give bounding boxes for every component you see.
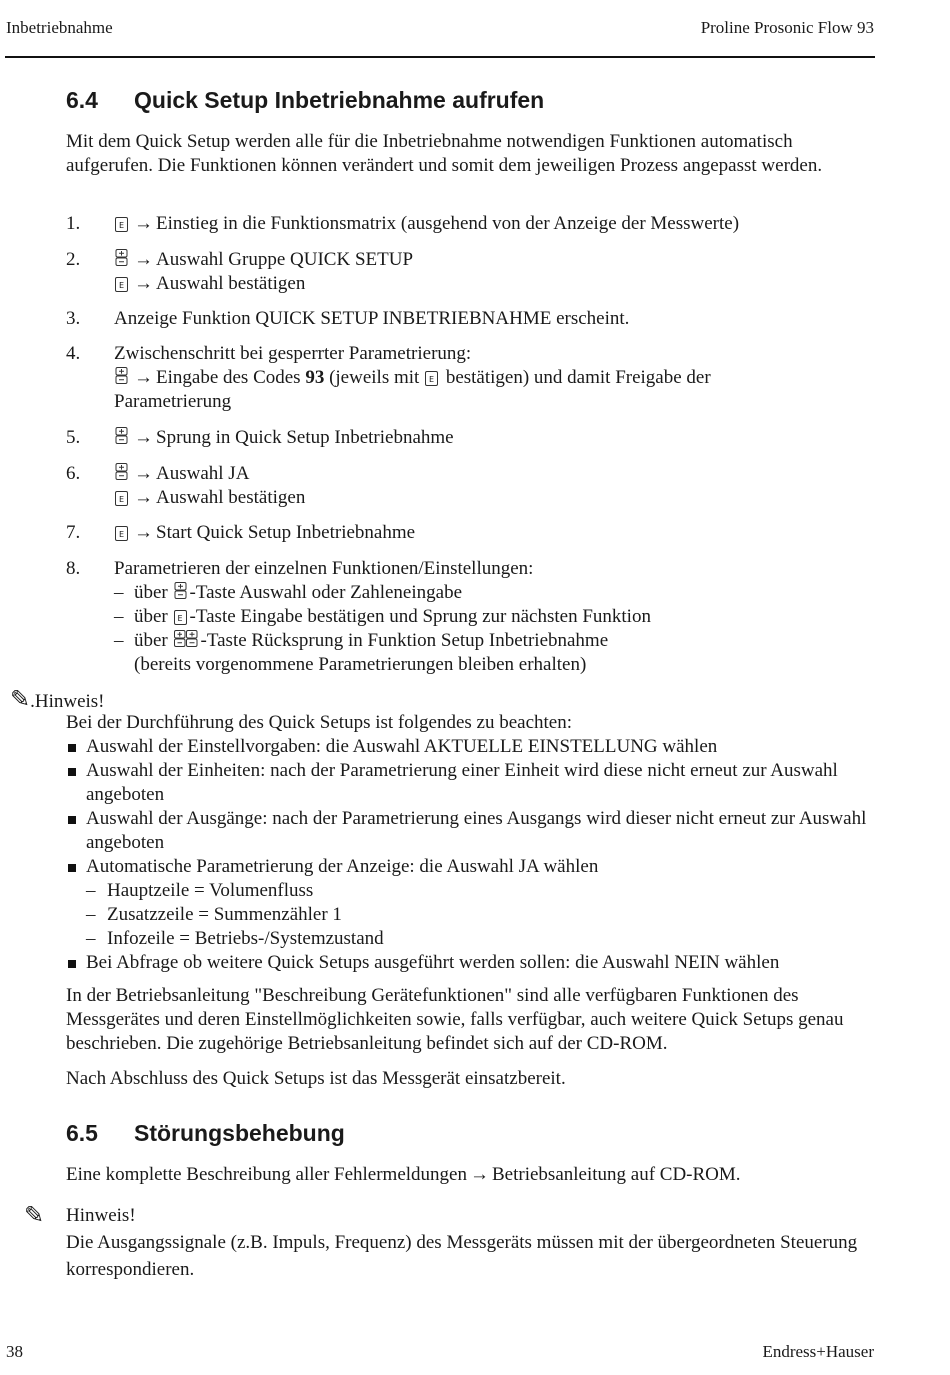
bullet-text: Auswahl der Einstellvorgaben: die Auswahl AKTUELLE EINSTELLUNG wählen [86, 736, 718, 757]
step-text: -Taste Eingabe bestätigen und Sprung zur nächsten Funktion [189, 606, 651, 627]
list-item [66, 735, 876, 759]
plus-minus-key-icon [115, 249, 128, 266]
arrow-icon: → [134, 273, 153, 294]
pencil-icon: ✎ [24, 1201, 45, 1229]
pencil-note-icon [24, 1203, 44, 1230]
step-text: Einstieg in die Funktionsmatrix (ausgehend von der Anzeige der Messwerte) [156, 213, 740, 234]
section-6-5-heading [66, 1119, 345, 1147]
list-item [66, 951, 876, 975]
code-value: 93 [305, 367, 325, 388]
step-text: Eingabe des Codes [156, 367, 306, 388]
section-number: 6.4 [66, 87, 98, 113]
step-number: 3. [66, 308, 81, 329]
step-3 [66, 307, 876, 331]
list-item [66, 807, 876, 855]
bullet-text: Automatische Parametrierung der Anzeige: die Auswahl JA wählen [86, 856, 599, 877]
note-intro: Bei der Durchführung des Quick Setups ist folgendes zu beachten: [66, 712, 573, 733]
step-text: Auswahl JA [156, 463, 250, 484]
step-text: -Taste Auswahl oder Zahleneingabe [189, 582, 463, 603]
plus-minus-key-icon [174, 582, 187, 599]
step-text: Auswahl bestätigen [156, 273, 306, 294]
plus-minus-key-icon [115, 367, 128, 384]
bullet-icon [68, 960, 76, 968]
arrow-icon: → [134, 487, 153, 508]
bullet-icon [68, 864, 76, 872]
step-number: 7. [66, 522, 81, 543]
step-number: 1. [66, 213, 81, 234]
arrow-icon: → [134, 213, 153, 234]
step-1 [66, 212, 876, 236]
note-block [10, 687, 105, 714]
list-item: – Hauptzeile = Volumenfluss [86, 880, 314, 901]
bullet-text: Bei Abfrage ob weitere Quick Setups ausgeführt werden sollen: die Auswahl NEIN wählen [86, 952, 780, 973]
step-text: Auswahl bestätigen [156, 487, 306, 508]
intro-paragraph: Mit dem Quick Setup werden alle für die Inbetriebnahme notwendigen Funktionen automatisch aufgerufen. Die Funktionen können verändert und somit dem jeweiligen Prozess angepasst werden. [66, 131, 823, 176]
step-text: -Taste Rücksprung in Funktion Setup Inbetriebnahme [200, 630, 609, 651]
step-number: 2. [66, 249, 81, 270]
note-content [66, 711, 876, 975]
list-item [66, 759, 876, 807]
step-7 [66, 521, 876, 545]
note-text: Die Ausgangssignale (z.B. Impuls, Frequenz) des Messgeräts müssen mit der übergeordneten Steuerung korrespondieren. [66, 1232, 858, 1280]
paragraph-text: Eine komplette Beschreibung aller Fehlermeldungen [66, 1164, 467, 1185]
bullet-text: Auswahl der Ausgänge: nach der Parametrierung eines Ausgangs wird dieser nicht erneut zur Auswahl angeboten [86, 808, 867, 853]
bullet-text: Auswahl der Einheiten: nach der Parametrierung einer Einheit wird diese nicht erneut zur Auswahl angeboten [86, 760, 838, 805]
list-item [66, 855, 876, 879]
step-text: (jeweils mit [324, 367, 425, 388]
section-6-4-heading [66, 86, 544, 114]
section-title: Quick Setup Inbetriebnahme aufrufen [134, 87, 545, 113]
step-text: (bereits vorgenommene Parametrierungen bleiben erhalten) [134, 654, 587, 675]
arrow-icon: → [134, 249, 153, 270]
bullet-icon [68, 768, 76, 776]
step-number: 8. [66, 558, 81, 579]
step-text: Sprung in Quick Setup Inbetriebnahme [156, 427, 454, 448]
header-rule [5, 56, 875, 58]
bullet-icon [68, 744, 76, 752]
enter-key-icon: E [115, 491, 128, 506]
plus-minus-key-icon [115, 463, 128, 480]
step-text: Anzeige Funktion QUICK SETUP INBETRIEBNAHME erscheint. [114, 308, 630, 329]
step-text: Start Quick Setup Inbetriebnahme [156, 522, 416, 543]
step-text: über [134, 606, 173, 627]
manual-reference-paragraph: In der Betriebsanleitung "Beschreibung Gerätefunktionen" sind alle verfügbaren Funktionen des Messgerätes und deren Einstellmöglichkeiten sowie, falls verfügbar, auch weitere Quick Setups genau beschrieben. Die zugehörige Betriebsanleitung befindet sich auf der CD-ROM. [66, 985, 844, 1054]
page-number: 38 [6, 1342, 23, 1361]
list-item: – Infozeile = Betriebs-/Systemzustand [86, 928, 384, 949]
step-6 [66, 462, 876, 510]
escape-key-icon [174, 630, 198, 647]
enter-key-icon: E [115, 277, 128, 292]
note-2 [66, 1202, 876, 1283]
enter-key-icon: E [115, 217, 128, 232]
pencil-note-icon: ✎ [10, 685, 31, 713]
header-chapter: Inbetriebnahme [6, 18, 113, 37]
step-text: Auswahl Gruppe QUICK SETUP [156, 249, 414, 270]
bullet-icon [68, 816, 76, 824]
step-text: Parametrierung [114, 391, 232, 412]
step-text: bestätigen) und damit Freigabe der [441, 367, 711, 388]
step-8: 8. Parametrieren der einzelnen Funktionen/Einstellungen: – über -Taste Auswahl oder Zahleneingabe – über E -Taste Eingabe bestätigen und Sprung zur nächsten Funktion – über -Taste Rücksprung in Funktion Setup Inbetriebnahme (bereits vorgenommene Parametrierungen bleiben erhalten) [66, 557, 876, 677]
enter-key-icon: E [174, 610, 187, 625]
step-4 [66, 342, 876, 414]
footer-brand: Endress+Hauser [762, 1342, 874, 1361]
completion-paragraph: Nach Abschluss des Quick Setups ist das Messgerät einsatzbereit. [66, 1068, 566, 1089]
section-number: 6.5 [66, 1120, 98, 1146]
step-text: Zwischenschritt bei gesperrter Parametrierung: [114, 343, 472, 364]
note-title: .Hinweis! [30, 691, 105, 712]
step-number: 6. [66, 463, 81, 484]
plus-minus-key-icon [115, 427, 128, 444]
step-text: Parametrieren der einzelnen Funktionen/Einstellungen: [114, 558, 534, 579]
enter-key-icon: E [115, 526, 128, 541]
list-item: – Zusatzzeile = Summenzähler 1 [86, 904, 342, 925]
section-title: Störungsbehebung [134, 1120, 345, 1146]
step-number: 5. [66, 427, 81, 448]
paragraph-text: Betriebsanleitung auf CD-ROM. [492, 1164, 741, 1185]
arrow-icon: → [134, 427, 153, 448]
troubleshooting-paragraph [66, 1163, 876, 1187]
note-title: Hinweis! [66, 1205, 136, 1226]
arrow-icon: → [470, 1164, 489, 1185]
arrow-icon: → [134, 463, 153, 484]
step-5 [66, 426, 876, 450]
arrow-icon: → [134, 522, 153, 543]
dash-text: Infozeile = Betriebs-/Systemzustand [107, 928, 384, 949]
step-text: über [134, 630, 173, 651]
step-text: über [134, 582, 173, 603]
header-product: Proline Prosonic Flow 93 [700, 18, 874, 37]
step-number: 4. [66, 343, 81, 364]
dash-text: Hauptzeile = Volumenfluss [107, 880, 314, 901]
arrow-icon: → [134, 367, 153, 388]
step-2 [66, 248, 876, 296]
dash-text: Zusatzzeile = Summenzähler 1 [107, 904, 342, 925]
enter-key-icon: E [425, 371, 438, 386]
